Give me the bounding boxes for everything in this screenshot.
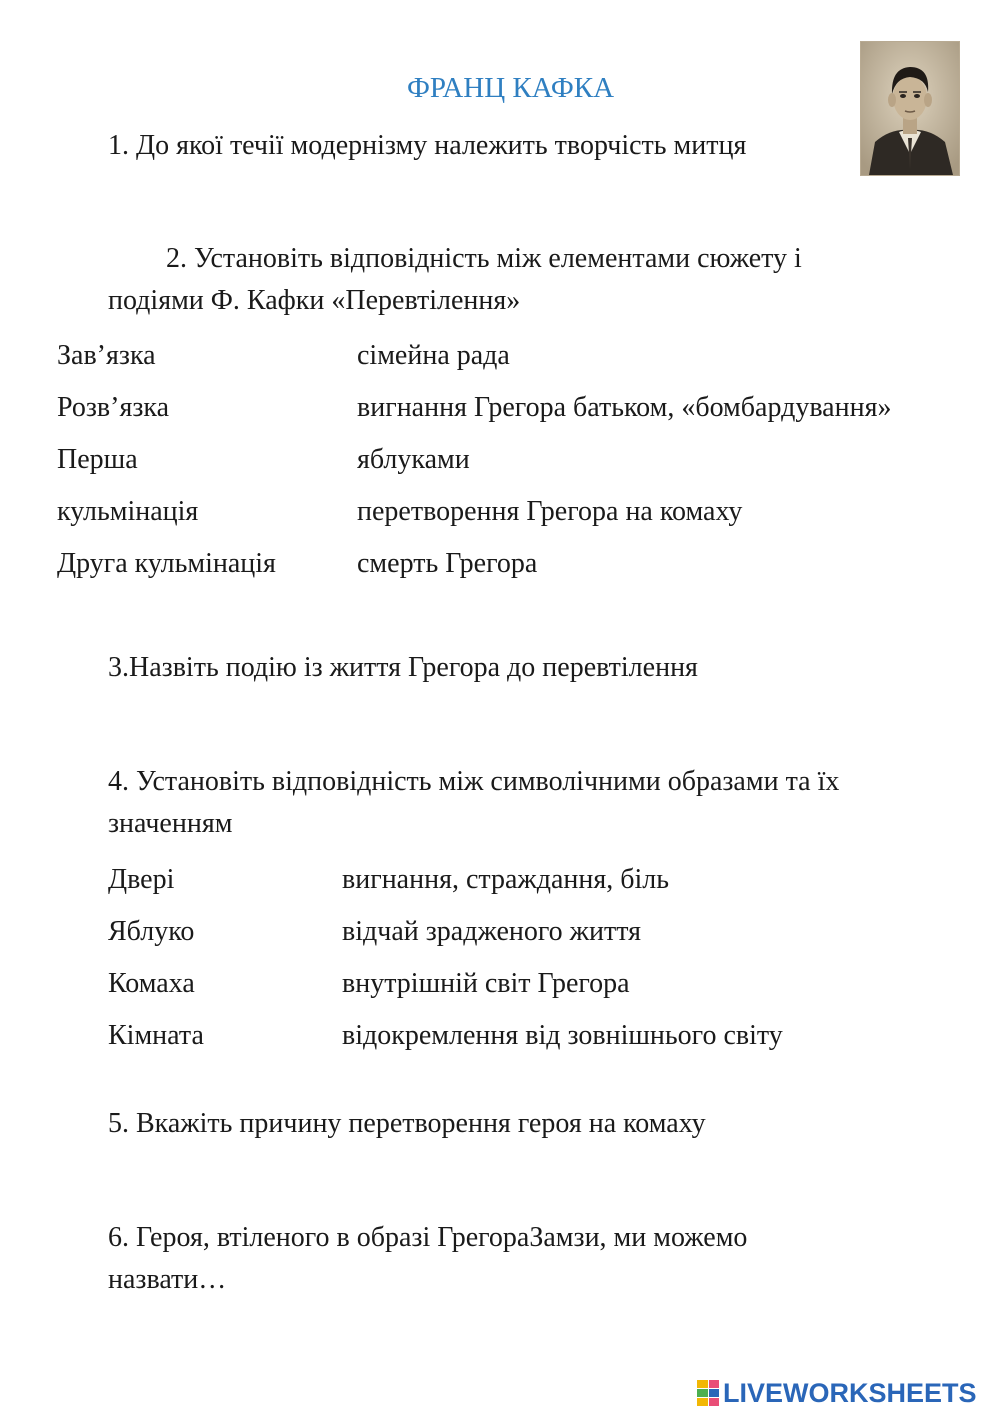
plot-event-4: перетворення Грегора на комаху [357, 496, 743, 527]
symbol-2: Яблуко [108, 916, 195, 947]
liveworksheets-logo-icon [697, 1380, 719, 1406]
plot-element-2: Розв’язка [57, 392, 170, 423]
portrait-icon [861, 42, 959, 175]
logo-mark-tile [697, 1389, 708, 1397]
liveworksheets-logo[interactable] [697, 1377, 977, 1409]
portrait-photo [860, 41, 960, 176]
plot-element-5: Друга кульмінація [57, 548, 276, 579]
question-1: 1. До якої течії модернізму належить творчість митця [108, 130, 747, 161]
symbol-meaning-2: відчай зрадженого життя [342, 916, 641, 947]
symbol-meaning-3: внутрішній світ Грегора [342, 968, 630, 999]
plot-element-3: Перша [57, 444, 138, 475]
logo-mark-tile [697, 1398, 708, 1406]
question-6-line-2: назвати… [108, 1264, 227, 1295]
plot-event-1: сімейна рада [357, 340, 510, 371]
question-6-line-1: 6. Героя, втіленого в образі ГрегораЗамзи, ми можемо [108, 1222, 748, 1253]
symbol-4: Кімната [108, 1020, 204, 1051]
question-5: 5. Вкажіть причину перетворення героя на комаху [108, 1108, 706, 1139]
logo-mark-tile [709, 1380, 720, 1388]
question-3: 3.Назвіть подію із життя Грегора до перевтілення [108, 652, 698, 683]
plot-event-5: смерть Грегора [357, 548, 538, 579]
question-2-line-2: подіями Ф. Кафки «Перевтілення» [108, 285, 521, 316]
liveworksheets-logo-text: LIVEWORKSHEETS [723, 1377, 977, 1408]
symbol-meaning-1: вигнання, страждання, біль [342, 864, 670, 895]
logo-mark-tile [709, 1398, 720, 1406]
plot-event-2: вигнання Грегора батьком, «бомбардування» [357, 392, 892, 423]
plot-element-4: кульмінація [57, 496, 199, 527]
page-title: ФРАНЦ КАФКА [407, 72, 615, 104]
plot-event-3: яблуками [357, 444, 470, 475]
symbol-3: Комаха [108, 968, 195, 999]
plot-element-1: Зав’язка [57, 340, 156, 371]
question-4-line-1: 4. Установіть відповідність між символічними образами та їх [108, 766, 840, 797]
question-4-line-2: значенням [108, 808, 233, 839]
logo-mark-tile [709, 1389, 720, 1397]
symbol-1: Двері [108, 864, 175, 895]
question-2-line-1: 2. Установіть відповідність між елементами сюжету і [166, 243, 802, 274]
symbol-meaning-4: відокремлення від зовнішнього світу [342, 1020, 783, 1051]
logo-mark-tile [697, 1380, 708, 1388]
